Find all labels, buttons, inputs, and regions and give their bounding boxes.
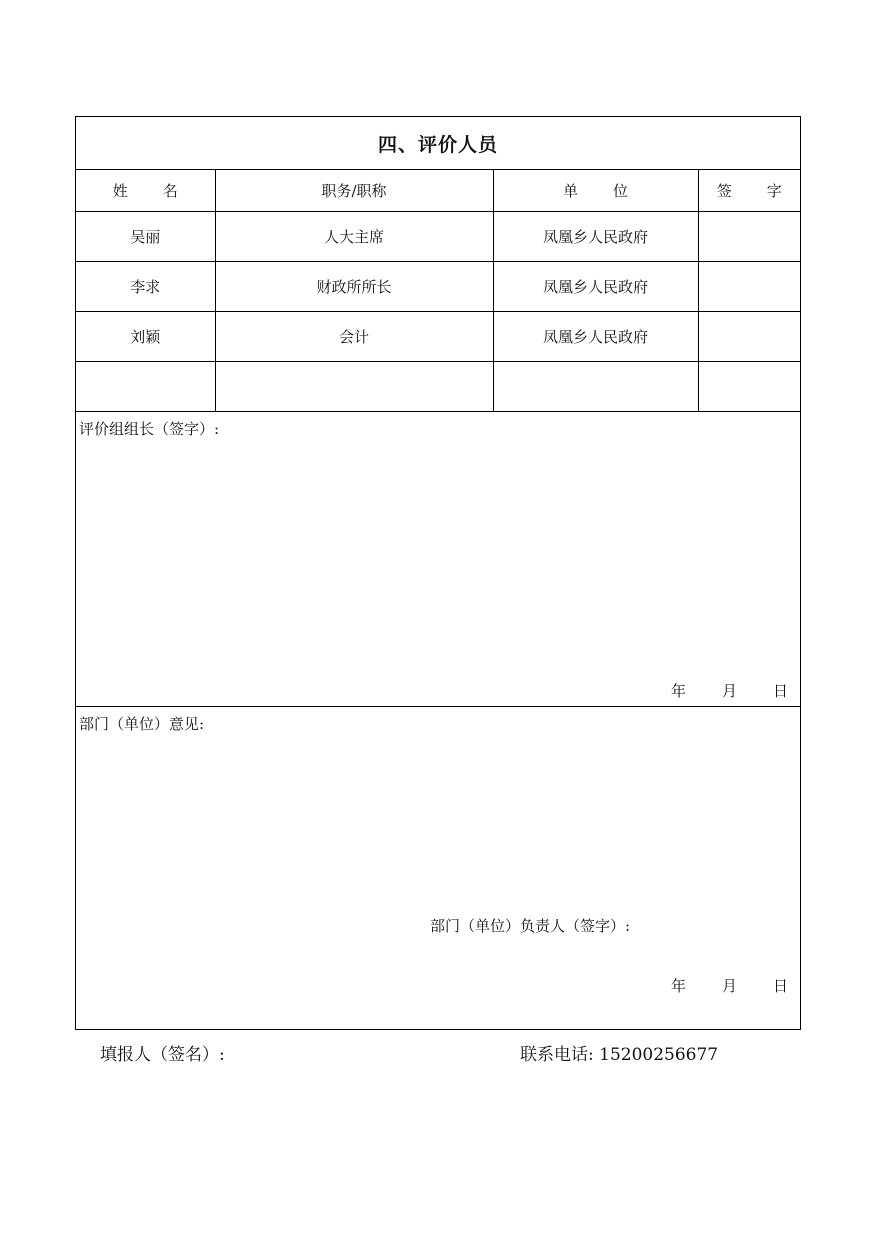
date-month: 月 xyxy=(721,977,737,995)
cell-name: 刘颖 xyxy=(76,312,215,362)
table-row xyxy=(76,362,800,412)
cell-unit: 凤凰乡人民政府 xyxy=(493,212,698,262)
header-position: 职务/职称 xyxy=(215,170,493,212)
cell-name: 李求 xyxy=(76,262,215,312)
table-row xyxy=(76,312,800,362)
cell-signature[interactable] xyxy=(698,362,800,412)
cell-position xyxy=(215,362,493,412)
cell-signature[interactable] xyxy=(698,212,800,262)
phone-label: 联系电话: xyxy=(520,1045,594,1065)
header-signature: 签 字 xyxy=(698,170,800,212)
cell-signature[interactable] xyxy=(698,262,800,312)
date-year: 年 xyxy=(670,977,686,995)
cell-position: 人大主席 xyxy=(215,212,493,262)
dept-opinion-label: 部门（单位）意见: xyxy=(79,715,205,733)
dept-date xyxy=(635,975,788,996)
cell-signature[interactable] xyxy=(698,312,800,362)
filler-signature: 填报人（签名）: xyxy=(100,1045,225,1065)
leader-section xyxy=(76,412,800,707)
date-month: 月 xyxy=(721,682,737,700)
cell-unit: 凤凰乡人民政府 xyxy=(493,262,698,312)
section-title: 四、评价人员 xyxy=(76,117,800,170)
date-year: 年 xyxy=(670,682,686,700)
header-unit: 单 位 xyxy=(493,170,698,212)
leader-signature-label: 评价组组长（签字）: xyxy=(79,420,220,438)
cell-position: 财政所所长 xyxy=(215,262,493,312)
cell-position: 会计 xyxy=(215,312,493,362)
cell-name xyxy=(76,362,215,412)
date-day: 日 xyxy=(772,682,788,700)
dept-section xyxy=(76,707,800,1029)
dept-head-signature-label: 部门（单位）负责人（签字）: xyxy=(430,917,631,935)
table-row xyxy=(76,262,800,312)
leader-date xyxy=(635,680,788,701)
contact-phone xyxy=(520,1040,718,1065)
cell-name: 吴丽 xyxy=(76,212,215,262)
cell-unit: 凤凰乡人民政府 xyxy=(493,312,698,362)
cell-unit xyxy=(493,362,698,412)
table-row xyxy=(76,212,800,262)
evaluators-table xyxy=(76,170,800,412)
phone-number: 15200256677 xyxy=(599,1045,719,1065)
date-day: 日 xyxy=(772,977,788,995)
evaluation-form xyxy=(75,116,801,1030)
table-header-row xyxy=(76,170,800,212)
header-name: 姓 名 xyxy=(76,170,215,212)
